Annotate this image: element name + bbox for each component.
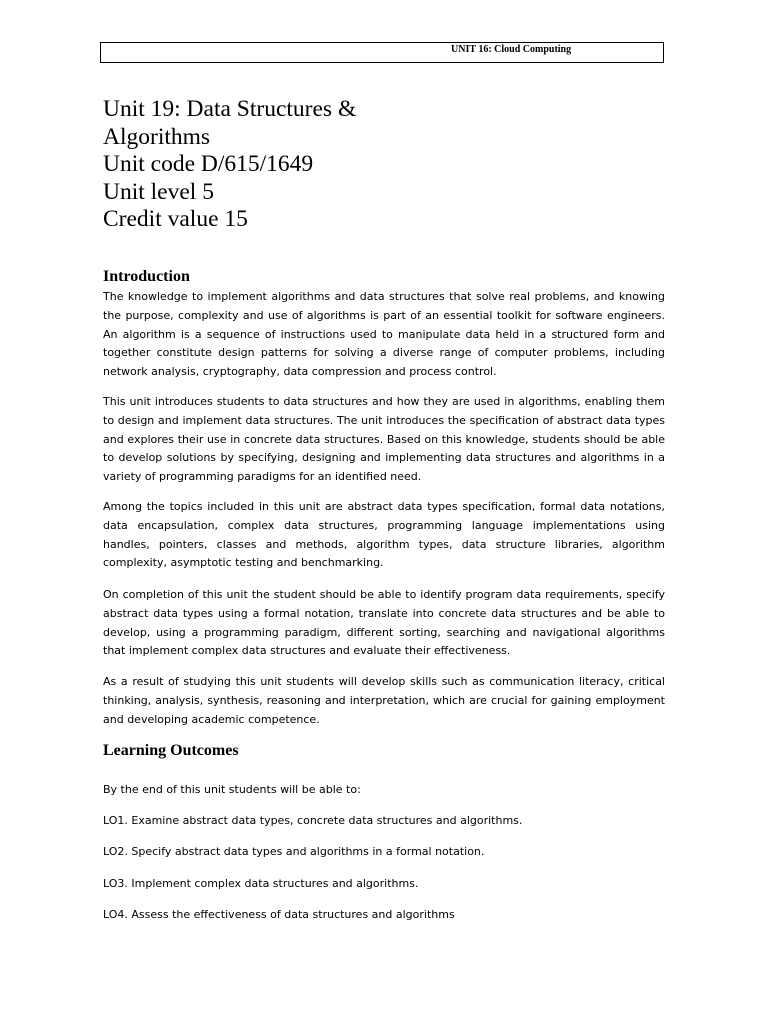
- learning-outcome-lo3: LO3. Implement complex data structures and algorithms.: [103, 877, 419, 890]
- intro-paragraph-4: On completion of this unit the student should be able to identify program data requirements, specify abstract data types using a formal notation, translate into concrete data structures and be able to develop, using a programming paradigm, different sorting, searching and navigational algorithms that implement complex data structures and evaluate their effectiveness.: [103, 588, 665, 658]
- intro-paragraph-2: This unit introduces students to data structures and how they are used in algorithms, enabling them to design and implement data structures. The unit introduces the specification of abstract data types and explores their use in concrete data structures. Based on this knowledge, students should be able to develop solutions by specifying, designing and implementing data structures and algorithms in a variety of programming paradigms for an identified need.: [103, 395, 665, 484]
- introduction-heading: Introduction: [103, 268, 190, 285]
- unit-level: Unit level 5: [103, 178, 214, 205]
- credit-value: Credit value 15: [103, 206, 248, 232]
- learning-outcome-lo2: LO2. Specify abstract data types and algorithms in a formal notation.: [103, 845, 485, 858]
- running-header-text: UNIT 16: Cloud Computing: [451, 44, 572, 55]
- unit-title-line-1: Unit 19: Data Structures &: [103, 96, 357, 122]
- learning-outcomes-intro: By the end of this unit students will be able to:: [103, 783, 361, 796]
- intro-paragraph-5: As a result of studying this unit students will develop skills such as communication literacy, critical thinking, analysis, synthesis, reasoning and interpretation, which are crucial for gaining employment and developing academic competence.: [103, 675, 665, 726]
- intro-paragraph-3: Among the topics included in this unit are abstract data types specification, formal data notations, data encapsulation, complex data structures, programming language implementations using handles, pointers, classes and methods, algorithm types, data structure libraries, algorithm complexity, asymptotic testing and benchmarking.: [103, 500, 665, 570]
- unit-title-line-2: Algorithms: [103, 123, 211, 150]
- intro-paragraph-1: The knowledge to implement algorithms and data structures that solve real problems, and knowing the purpose, complexity and use of algorithms is part of an essential toolkit for software engineers. An algorithm is a sequence of instructions used to manipulate data held in a structured form and together constitute design patterns for solving a diverse range of computer problems, including network analysis, cryptography, data compression and process control.: [103, 290, 665, 379]
- unit-code: Unit code D/615/1649: [103, 151, 314, 177]
- learning-outcomes-heading: Learning Outcomes: [103, 742, 239, 759]
- running-header: [100, 42, 664, 63]
- learning-outcome-lo1: LO1. Examine abstract data types, concrete data structures and algorithms.: [103, 814, 523, 827]
- learning-outcome-lo4: LO4. Assess the effectiveness of data structures and algorithms: [103, 908, 455, 921]
- unit-title-block: [103, 96, 356, 234]
